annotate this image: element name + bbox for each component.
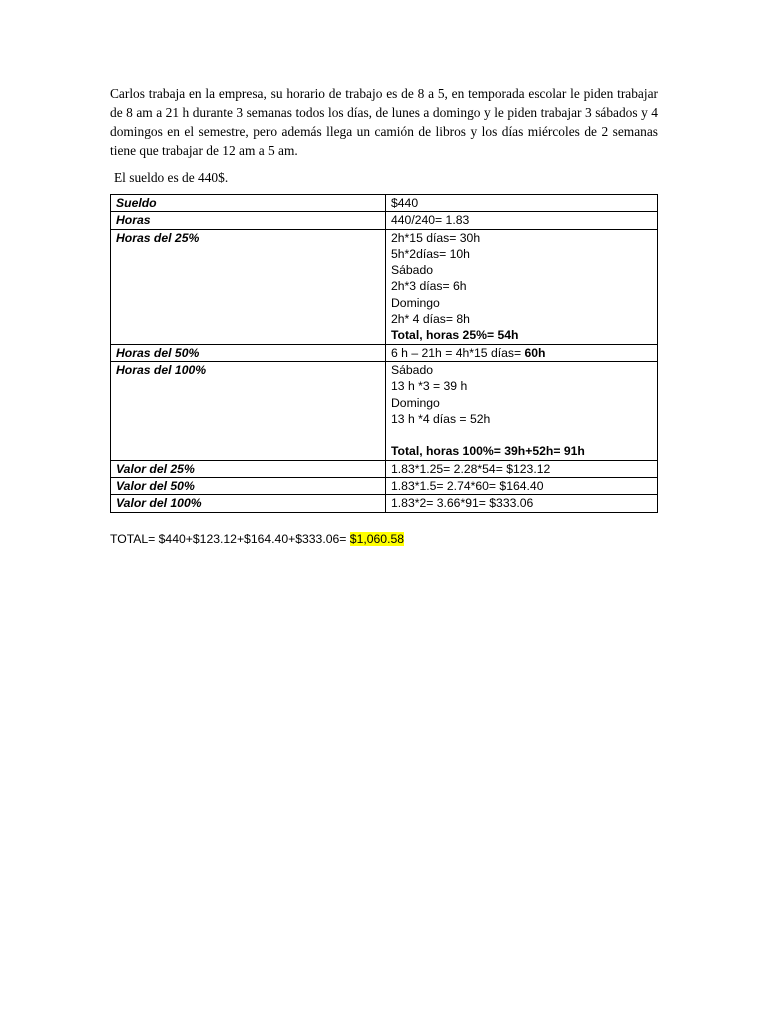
table-row bbox=[111, 460, 658, 477]
table-row bbox=[111, 195, 658, 212]
value-line: Domingo bbox=[391, 295, 440, 310]
value-line: 2h*15 días= 30h bbox=[391, 230, 481, 245]
row-value bbox=[386, 495, 658, 512]
table-row bbox=[111, 361, 658, 460]
table-row bbox=[111, 212, 658, 229]
row-value bbox=[386, 229, 658, 344]
grand-total bbox=[110, 531, 404, 547]
table-row bbox=[111, 229, 658, 344]
row-value bbox=[386, 460, 658, 477]
value-line: Sábado bbox=[391, 263, 434, 278]
row-label: Sueldo bbox=[111, 195, 386, 212]
value-line: 440/240= 1.83 bbox=[391, 213, 470, 228]
value-line: 1.83*2= 3.66*91= $333.06 bbox=[391, 496, 534, 511]
problem-paragraph: Carlos trabaja en la empresa, su horario de trabajo es de 8 a 5, en temporada escolar le piden trabajar de 8 am a 21 h durante 3 semanas todos los días, de lunes a domingo y le piden trabajar 3 sábados y 4 domingos en el semestre, pero además llega un camión de libros y los días miércoles de 2 semanas tiene que trabajar de 12 am a 5 am. bbox=[110, 86, 658, 158]
value-line: Sábado bbox=[391, 362, 434, 377]
value-line bbox=[391, 427, 652, 443]
total-line: Total, horas 100%= 39h+52h= 91h bbox=[391, 444, 585, 459]
document-page bbox=[110, 84, 658, 513]
row-label: Horas del 25% bbox=[111, 229, 386, 344]
value-bold: 60h bbox=[524, 345, 546, 360]
table-row bbox=[111, 344, 658, 361]
calculation-table bbox=[110, 194, 658, 513]
value-line: 6 h – 21h = 4h*15 días= bbox=[391, 345, 525, 360]
row-label: Horas bbox=[111, 212, 386, 229]
value-line: 2h* 4 días= 8h bbox=[391, 312, 470, 327]
row-label: Horas del 100% bbox=[111, 361, 386, 460]
total-line: Total, horas 25%= 54h bbox=[391, 328, 519, 343]
row-label: Horas del 50% bbox=[111, 344, 386, 361]
value-line: 1.83*1.5= 2.74*60= $164.40 bbox=[391, 479, 544, 494]
value-line: 1.83*1.25= 2.28*54= $123.12 bbox=[391, 461, 551, 476]
table-row bbox=[111, 478, 658, 495]
value-line: 13 h *3 = 39 h bbox=[391, 379, 468, 394]
total-result: $1,060.58 bbox=[349, 532, 405, 546]
value-line: 5h*2días= 10h bbox=[391, 246, 470, 261]
value-line: Domingo bbox=[391, 395, 440, 410]
row-label: Valor del 25% bbox=[111, 460, 386, 477]
row-value bbox=[386, 195, 658, 212]
row-value bbox=[386, 361, 658, 460]
total-expression: TOTAL= $440+$123.12+$164.40+$333.06= bbox=[110, 532, 350, 546]
row-label: Valor del 100% bbox=[111, 495, 386, 512]
table-row bbox=[111, 495, 658, 512]
row-value bbox=[386, 344, 658, 361]
value-line: 13 h *4 días = 52h bbox=[391, 411, 491, 426]
row-value bbox=[386, 478, 658, 495]
value-line: $440 bbox=[391, 196, 419, 210]
row-value bbox=[386, 212, 658, 229]
row-label: Valor del 50% bbox=[111, 478, 386, 495]
salary-statement: El sueldo es de 440$. bbox=[114, 170, 229, 185]
value-line: 2h*3 días= 6h bbox=[391, 279, 467, 294]
